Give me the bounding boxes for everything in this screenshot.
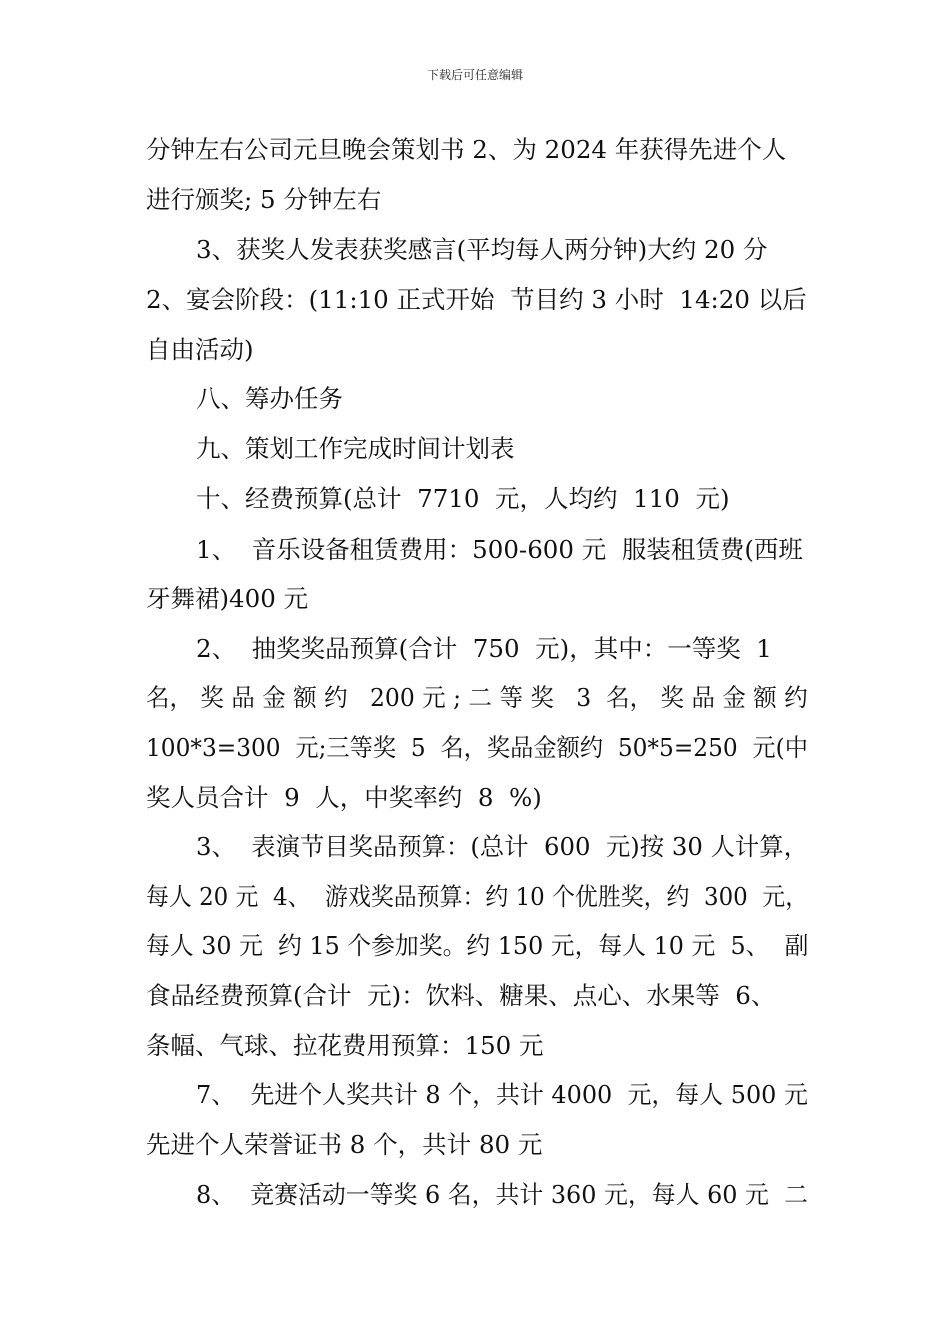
body-line: 8、 竞赛活动一等奖 6 名，共计 360 元，每人 60 元 二 [196, 1180, 808, 1209]
body-line: 进行颁奖; 5 分钟左右 [146, 185, 382, 214]
body-line: 名， 奖 品 金 额 约 200 元 ; 二 等 奖 3 名， 奖 品 金 额 约 [146, 683, 808, 712]
body-line: 条幅、气球、拉花费用预算：150 元 [146, 1031, 544, 1060]
body-line: 7、 先进个人奖共计 8 个，共计 4000 元，每人 500 元 [196, 1080, 808, 1109]
page-header: 下载后可任意编辑 [426, 68, 523, 82]
body-line: 九、策划工作完成时间计划表 [196, 434, 515, 463]
body-line: 八、筹办任务 [196, 384, 343, 413]
body-line: 先进个人荣誉证书 8 个，共计 80 元 [146, 1130, 543, 1159]
body-line: 2、宴会阶段：(11:10 正式开始 节目约 3 小时 14:20 以后 [146, 285, 807, 314]
body-line: 3、获奖人发表获奖感言(平均每人两分钟)大约 20 分 [196, 235, 768, 264]
body-line: 3、 表演节目奖品预算：(总计 600 元)按 30 人计算， [196, 832, 808, 861]
body-line: 100*3=300 元;三等奖 5 名，奖品金额约 50*5=250 元(中 [146, 733, 808, 762]
body-line: 每人 20 元 4、 游戏奖品预算：约 10 个优胜奖，约 300 元， [146, 882, 809, 911]
body-line: 食品经费预算(合计 元)：饮料、糖果、点心、水果等 6、 [146, 981, 776, 1010]
body-line: 十、经费预算(总计 7710 元，人均约 110 元) [196, 484, 730, 513]
body-line: 牙舞裙)400 元 [146, 584, 309, 613]
body-line: 奖人员合计 9 人，中奖率约 8 %) [146, 783, 542, 812]
body-line: 2、 抽奖奖品预算(合计 750 元)，其中：一等奖 1 [196, 634, 772, 663]
body-line: 自由活动) [146, 335, 254, 364]
body-line: 每人 30 元 约 15 个参加奖。约 150 元，每人 10 元 5、 副 [146, 931, 809, 960]
body-line: 分钟左右公司元旦晚会策划书 2、为 2024 年获得先进个人 [146, 135, 787, 164]
body-line: 1、 音乐设备租赁费用：500-600 元 服装租赁费(西班 [196, 535, 803, 564]
